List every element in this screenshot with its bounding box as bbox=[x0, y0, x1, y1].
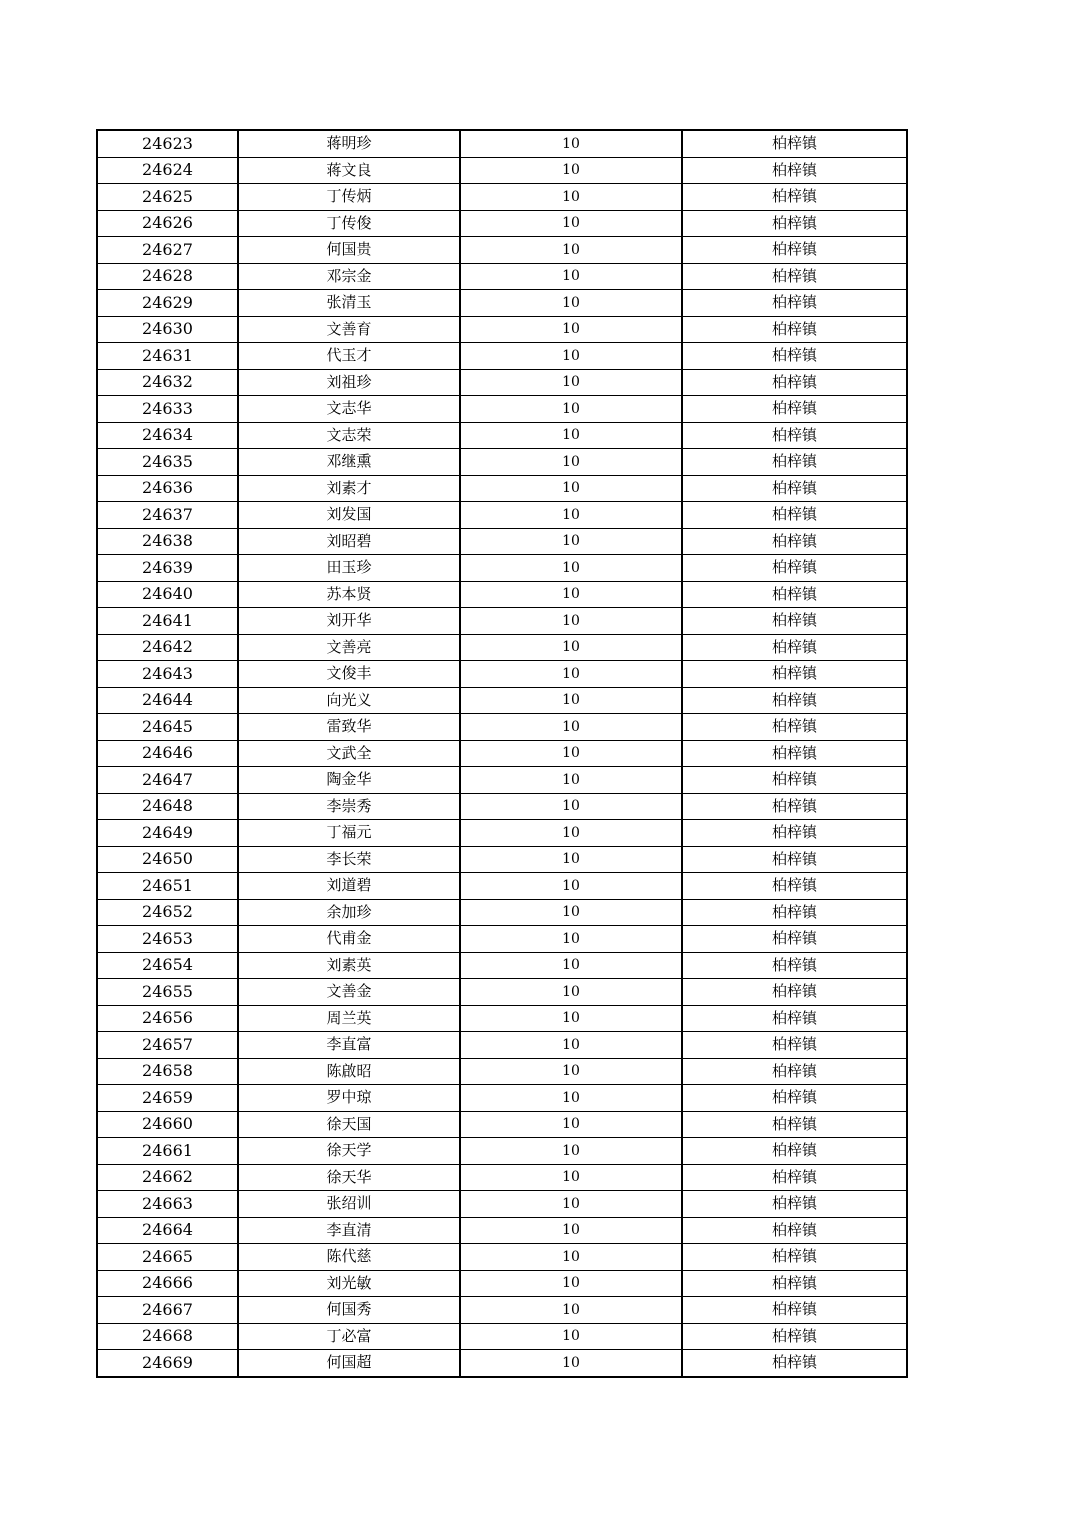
cell-id: 24653 bbox=[97, 926, 238, 953]
cell-amount: 10 bbox=[460, 634, 682, 661]
cell-name: 蒋明珍 bbox=[238, 130, 460, 157]
table-row bbox=[97, 1297, 907, 1324]
table-row bbox=[97, 1164, 907, 1191]
table-row bbox=[97, 1217, 907, 1244]
cell-name: 文志华 bbox=[238, 396, 460, 423]
table-row bbox=[97, 528, 907, 555]
cell-amount: 10 bbox=[460, 952, 682, 979]
cell-town: 柏梓镇 bbox=[682, 1032, 907, 1059]
cell-amount: 10 bbox=[460, 528, 682, 555]
cell-id: 24660 bbox=[97, 1111, 238, 1138]
table-row bbox=[97, 793, 907, 820]
cell-name: 何国贵 bbox=[238, 237, 460, 264]
cell-name: 丁福元 bbox=[238, 820, 460, 847]
cell-amount: 10 bbox=[460, 1111, 682, 1138]
cell-id: 24642 bbox=[97, 634, 238, 661]
table-row bbox=[97, 369, 907, 396]
table-row bbox=[97, 396, 907, 423]
cell-amount: 10 bbox=[460, 502, 682, 529]
cell-id: 24630 bbox=[97, 316, 238, 343]
cell-amount: 10 bbox=[460, 581, 682, 608]
cell-name: 周兰英 bbox=[238, 1005, 460, 1032]
cell-id: 24668 bbox=[97, 1323, 238, 1350]
cell-town: 柏梓镇 bbox=[682, 263, 907, 290]
cell-amount: 10 bbox=[460, 237, 682, 264]
cell-town: 柏梓镇 bbox=[682, 210, 907, 237]
cell-town: 柏梓镇 bbox=[682, 396, 907, 423]
cell-amount: 10 bbox=[460, 184, 682, 211]
cell-amount: 10 bbox=[460, 555, 682, 582]
cell-id: 24657 bbox=[97, 1032, 238, 1059]
cell-town: 柏梓镇 bbox=[682, 422, 907, 449]
cell-amount: 10 bbox=[460, 661, 682, 688]
cell-town: 柏梓镇 bbox=[682, 1244, 907, 1271]
cell-id: 24659 bbox=[97, 1085, 238, 1112]
cell-amount: 10 bbox=[460, 608, 682, 635]
cell-id: 24663 bbox=[97, 1191, 238, 1218]
cell-id: 24636 bbox=[97, 475, 238, 502]
cell-amount: 10 bbox=[460, 1323, 682, 1350]
table-row bbox=[97, 634, 907, 661]
table-row bbox=[97, 1005, 907, 1032]
cell-town: 柏梓镇 bbox=[682, 1217, 907, 1244]
cell-id: 24644 bbox=[97, 687, 238, 714]
cell-name: 文俊丰 bbox=[238, 661, 460, 688]
cell-name: 文善育 bbox=[238, 316, 460, 343]
table-row bbox=[97, 263, 907, 290]
cell-id: 24627 bbox=[97, 237, 238, 264]
cell-town: 柏梓镇 bbox=[682, 687, 907, 714]
cell-town: 柏梓镇 bbox=[682, 1191, 907, 1218]
cell-town: 柏梓镇 bbox=[682, 846, 907, 873]
cell-name: 文善金 bbox=[238, 979, 460, 1006]
cell-amount: 10 bbox=[460, 687, 682, 714]
table-row bbox=[97, 1111, 907, 1138]
cell-amount: 10 bbox=[460, 1164, 682, 1191]
cell-name: 李直富 bbox=[238, 1032, 460, 1059]
cell-name: 陶金华 bbox=[238, 767, 460, 794]
cell-amount: 10 bbox=[460, 130, 682, 157]
table-row bbox=[97, 767, 907, 794]
cell-name: 文志荣 bbox=[238, 422, 460, 449]
table-row bbox=[97, 687, 907, 714]
cell-town: 柏梓镇 bbox=[682, 1058, 907, 1085]
cell-name: 徐天华 bbox=[238, 1164, 460, 1191]
cell-name: 罗中琼 bbox=[238, 1085, 460, 1112]
cell-town: 柏梓镇 bbox=[682, 528, 907, 555]
table-row bbox=[97, 157, 907, 184]
cell-town: 柏梓镇 bbox=[682, 793, 907, 820]
cell-name: 雷致华 bbox=[238, 714, 460, 741]
table-row bbox=[97, 316, 907, 343]
table-row bbox=[97, 979, 907, 1006]
cell-town: 柏梓镇 bbox=[682, 952, 907, 979]
cell-name: 丁传炳 bbox=[238, 184, 460, 211]
roster-table bbox=[96, 129, 908, 1378]
cell-id: 24641 bbox=[97, 608, 238, 635]
cell-amount: 10 bbox=[460, 1350, 682, 1377]
cell-name: 李长荣 bbox=[238, 846, 460, 873]
cell-town: 柏梓镇 bbox=[682, 740, 907, 767]
cell-name: 张清玉 bbox=[238, 290, 460, 317]
cell-town: 柏梓镇 bbox=[682, 475, 907, 502]
cell-town: 柏梓镇 bbox=[682, 369, 907, 396]
table-row bbox=[97, 661, 907, 688]
cell-name: 文武全 bbox=[238, 740, 460, 767]
cell-name: 徐天学 bbox=[238, 1138, 460, 1165]
cell-town: 柏梓镇 bbox=[682, 608, 907, 635]
table-row bbox=[97, 1270, 907, 1297]
cell-id: 24628 bbox=[97, 263, 238, 290]
cell-town: 柏梓镇 bbox=[682, 157, 907, 184]
cell-name: 何国秀 bbox=[238, 1297, 460, 1324]
table-row bbox=[97, 714, 907, 741]
cell-id: 24639 bbox=[97, 555, 238, 582]
cell-town: 柏梓镇 bbox=[682, 926, 907, 953]
cell-amount: 10 bbox=[460, 793, 682, 820]
cell-id: 24648 bbox=[97, 793, 238, 820]
cell-amount: 10 bbox=[460, 157, 682, 184]
table-row bbox=[97, 502, 907, 529]
table-row bbox=[97, 475, 907, 502]
cell-town: 柏梓镇 bbox=[682, 714, 907, 741]
cell-amount: 10 bbox=[460, 767, 682, 794]
table-row bbox=[97, 952, 907, 979]
cell-amount: 10 bbox=[460, 899, 682, 926]
cell-id: 24633 bbox=[97, 396, 238, 423]
cell-id: 24646 bbox=[97, 740, 238, 767]
cell-amount: 10 bbox=[460, 449, 682, 476]
cell-name: 刘昭碧 bbox=[238, 528, 460, 555]
cell-amount: 10 bbox=[460, 422, 682, 449]
cell-town: 柏梓镇 bbox=[682, 1164, 907, 1191]
cell-id: 24638 bbox=[97, 528, 238, 555]
table-row bbox=[97, 899, 907, 926]
table-row bbox=[97, 873, 907, 900]
roster-table-body bbox=[97, 130, 907, 1377]
cell-amount: 10 bbox=[460, 926, 682, 953]
cell-id: 24634 bbox=[97, 422, 238, 449]
cell-id: 24626 bbox=[97, 210, 238, 237]
cell-town: 柏梓镇 bbox=[682, 555, 907, 582]
table-row bbox=[97, 1244, 907, 1271]
cell-name: 李崇秀 bbox=[238, 793, 460, 820]
cell-id: 24629 bbox=[97, 290, 238, 317]
cell-name: 刘开华 bbox=[238, 608, 460, 635]
cell-amount: 10 bbox=[460, 396, 682, 423]
cell-id: 24640 bbox=[97, 581, 238, 608]
cell-amount: 10 bbox=[460, 740, 682, 767]
cell-id: 24656 bbox=[97, 1005, 238, 1032]
cell-id: 24669 bbox=[97, 1350, 238, 1377]
cell-id: 24647 bbox=[97, 767, 238, 794]
table-row bbox=[97, 1350, 907, 1377]
cell-amount: 10 bbox=[460, 1217, 682, 1244]
cell-name: 向光义 bbox=[238, 687, 460, 714]
cell-amount: 10 bbox=[460, 290, 682, 317]
cell-id: 24655 bbox=[97, 979, 238, 1006]
cell-amount: 10 bbox=[460, 210, 682, 237]
cell-amount: 10 bbox=[460, 1005, 682, 1032]
cell-town: 柏梓镇 bbox=[682, 449, 907, 476]
table-row bbox=[97, 210, 907, 237]
cell-town: 柏梓镇 bbox=[682, 634, 907, 661]
cell-name: 何国超 bbox=[238, 1350, 460, 1377]
table-row bbox=[97, 1191, 907, 1218]
cell-id: 24623 bbox=[97, 130, 238, 157]
cell-name: 陈代慈 bbox=[238, 1244, 460, 1271]
table-row bbox=[97, 1058, 907, 1085]
table-row bbox=[97, 1032, 907, 1059]
cell-amount: 10 bbox=[460, 1191, 682, 1218]
cell-amount: 10 bbox=[460, 1244, 682, 1271]
table-row bbox=[97, 608, 907, 635]
cell-amount: 10 bbox=[460, 714, 682, 741]
table-row bbox=[97, 422, 907, 449]
table-row bbox=[97, 846, 907, 873]
cell-town: 柏梓镇 bbox=[682, 1350, 907, 1377]
cell-name: 刘光敏 bbox=[238, 1270, 460, 1297]
cell-town: 柏梓镇 bbox=[682, 1111, 907, 1138]
cell-name: 陈啟昭 bbox=[238, 1058, 460, 1085]
cell-name: 徐天国 bbox=[238, 1111, 460, 1138]
cell-id: 24666 bbox=[97, 1270, 238, 1297]
cell-name: 刘祖珍 bbox=[238, 369, 460, 396]
table-row bbox=[97, 184, 907, 211]
table-row bbox=[97, 1323, 907, 1350]
cell-town: 柏梓镇 bbox=[682, 820, 907, 847]
cell-amount: 10 bbox=[460, 1138, 682, 1165]
cell-id: 24631 bbox=[97, 343, 238, 370]
cell-town: 柏梓镇 bbox=[682, 581, 907, 608]
cell-id: 24652 bbox=[97, 899, 238, 926]
table-row bbox=[97, 237, 907, 264]
cell-town: 柏梓镇 bbox=[682, 1323, 907, 1350]
cell-name: 邓宗金 bbox=[238, 263, 460, 290]
cell-town: 柏梓镇 bbox=[682, 316, 907, 343]
cell-town: 柏梓镇 bbox=[682, 343, 907, 370]
cell-name: 田玉珍 bbox=[238, 555, 460, 582]
cell-name: 李直清 bbox=[238, 1217, 460, 1244]
cell-town: 柏梓镇 bbox=[682, 502, 907, 529]
cell-amount: 10 bbox=[460, 1032, 682, 1059]
table-row bbox=[97, 926, 907, 953]
cell-id: 24635 bbox=[97, 449, 238, 476]
cell-id: 24625 bbox=[97, 184, 238, 211]
cell-id: 24667 bbox=[97, 1297, 238, 1324]
table-row bbox=[97, 1138, 907, 1165]
cell-name: 刘道碧 bbox=[238, 873, 460, 900]
cell-town: 柏梓镇 bbox=[682, 237, 907, 264]
cell-id: 24662 bbox=[97, 1164, 238, 1191]
cell-amount: 10 bbox=[460, 1297, 682, 1324]
cell-town: 柏梓镇 bbox=[682, 899, 907, 926]
cell-amount: 10 bbox=[460, 263, 682, 290]
cell-town: 柏梓镇 bbox=[682, 661, 907, 688]
cell-id: 24658 bbox=[97, 1058, 238, 1085]
cell-id: 24661 bbox=[97, 1138, 238, 1165]
cell-id: 24664 bbox=[97, 1217, 238, 1244]
cell-id: 24665 bbox=[97, 1244, 238, 1271]
cell-amount: 10 bbox=[460, 846, 682, 873]
cell-name: 文善亮 bbox=[238, 634, 460, 661]
cell-id: 24649 bbox=[97, 820, 238, 847]
table-row bbox=[97, 740, 907, 767]
cell-name: 邓继熏 bbox=[238, 449, 460, 476]
cell-town: 柏梓镇 bbox=[682, 290, 907, 317]
cell-amount: 10 bbox=[460, 1085, 682, 1112]
cell-town: 柏梓镇 bbox=[682, 1138, 907, 1165]
cell-town: 柏梓镇 bbox=[682, 1270, 907, 1297]
table-row bbox=[97, 290, 907, 317]
cell-town: 柏梓镇 bbox=[682, 1085, 907, 1112]
cell-id: 24632 bbox=[97, 369, 238, 396]
cell-id: 24651 bbox=[97, 873, 238, 900]
cell-id: 24643 bbox=[97, 661, 238, 688]
cell-name: 刘发国 bbox=[238, 502, 460, 529]
cell-id: 24650 bbox=[97, 846, 238, 873]
cell-name: 刘素英 bbox=[238, 952, 460, 979]
table-row bbox=[97, 130, 907, 157]
cell-id: 24637 bbox=[97, 502, 238, 529]
table-row bbox=[97, 449, 907, 476]
cell-town: 柏梓镇 bbox=[682, 1005, 907, 1032]
cell-name: 张绍训 bbox=[238, 1191, 460, 1218]
cell-name: 丁必富 bbox=[238, 1323, 460, 1350]
table-row bbox=[97, 555, 907, 582]
table-row bbox=[97, 1085, 907, 1112]
table-row bbox=[97, 820, 907, 847]
cell-town: 柏梓镇 bbox=[682, 1297, 907, 1324]
cell-name: 余加珍 bbox=[238, 899, 460, 926]
cell-id: 24624 bbox=[97, 157, 238, 184]
cell-name: 代玉才 bbox=[238, 343, 460, 370]
cell-name: 蒋文良 bbox=[238, 157, 460, 184]
cell-name: 代甫金 bbox=[238, 926, 460, 953]
table-row bbox=[97, 581, 907, 608]
cell-town: 柏梓镇 bbox=[682, 184, 907, 211]
cell-amount: 10 bbox=[460, 873, 682, 900]
cell-name: 刘素才 bbox=[238, 475, 460, 502]
cell-amount: 10 bbox=[460, 316, 682, 343]
cell-amount: 10 bbox=[460, 979, 682, 1006]
cell-amount: 10 bbox=[460, 343, 682, 370]
cell-amount: 10 bbox=[460, 820, 682, 847]
cell-name: 苏本贤 bbox=[238, 581, 460, 608]
cell-town: 柏梓镇 bbox=[682, 873, 907, 900]
cell-town: 柏梓镇 bbox=[682, 767, 907, 794]
cell-name: 丁传俊 bbox=[238, 210, 460, 237]
cell-amount: 10 bbox=[460, 1270, 682, 1297]
table-row bbox=[97, 343, 907, 370]
cell-amount: 10 bbox=[460, 1058, 682, 1085]
cell-town: 柏梓镇 bbox=[682, 130, 907, 157]
cell-id: 24645 bbox=[97, 714, 238, 741]
cell-amount: 10 bbox=[460, 475, 682, 502]
cell-amount: 10 bbox=[460, 369, 682, 396]
cell-id: 24654 bbox=[97, 952, 238, 979]
cell-town: 柏梓镇 bbox=[682, 979, 907, 1006]
